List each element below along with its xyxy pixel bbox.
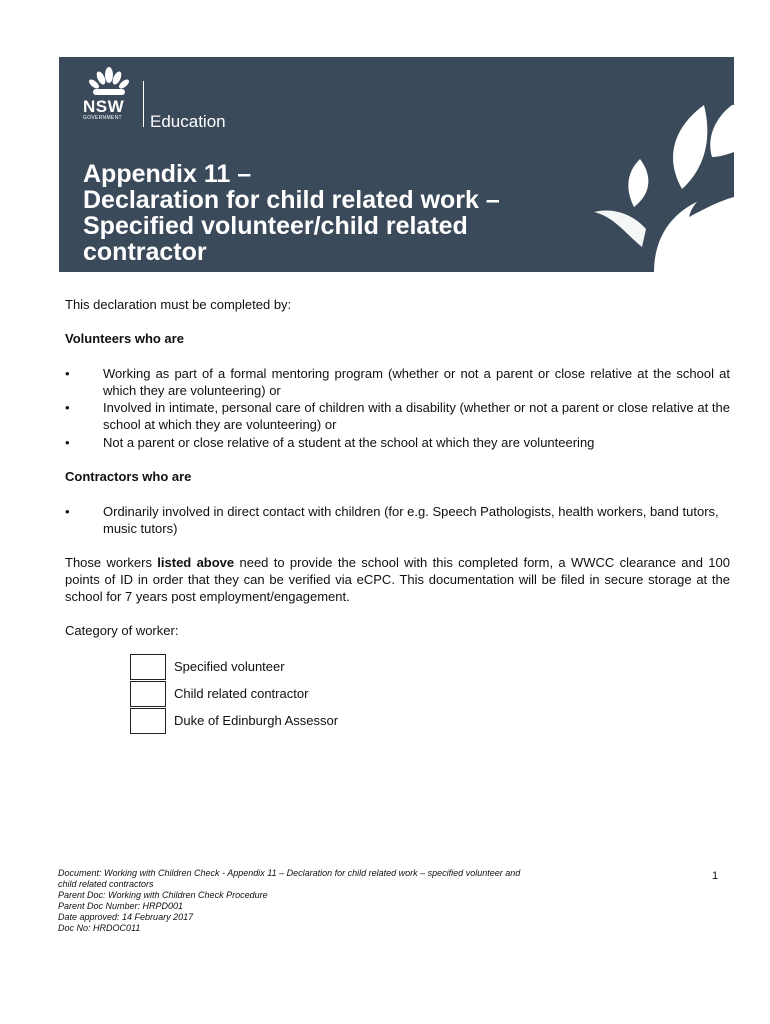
bullet-icon: • [65,504,70,519]
requirement-suffix: need to provide the school with this completed form, a WWCC clearance and 100 points of ID in order that they can be verified via eCPC. This documentation will be filed in secure storage at the school for 7 years post employment/engagement. [65,555,730,604]
logo-nsw-text: NSW [83,97,125,116]
category-label: Category of worker: [65,623,179,638]
intro-text: This declaration must be completed by: [65,297,292,312]
requirement-prefix: Those workers [65,555,158,570]
category-option-duke-of-edinburgh-assessor[interactable] [130,708,390,734]
category-option-label: Specified volunteer [174,659,285,674]
footer-line: Parent Doc Number: HRPD001 [58,901,184,911]
footer-line: Parent Doc: Working with Children Check Procedure [58,890,268,900]
nsw-education-logo [83,67,253,131]
bullet-icon: • [65,400,70,415]
logo-divider [143,81,144,127]
bullet-icon: • [65,366,70,381]
volunteers-heading: Volunteers who are [65,331,184,346]
page-title [83,161,603,265]
page-number: 1 [712,870,719,882]
footer-line: Date approved: 14 February 2017 [58,912,194,922]
footer-line: Doc No: HRDOC011 [58,923,141,933]
header-banner [59,57,734,272]
waratah-graphic-icon [594,97,734,272]
list-item-text: Ordinarily involved in direct contact with children (for e.g. Speech Pathologists, health workers, band tutors, music tutors) [103,504,719,536]
requirement-paragraph [65,554,730,605]
title-line: contractor [83,238,207,266]
category-option-label: Duke of Edinburgh Assessor [174,713,339,728]
logo-education-text: Education [150,112,226,131]
title-line: Appendix 11 – [83,160,252,188]
category-option-label: Child related contractor [174,686,309,701]
category-checkbox[interactable] [130,681,166,707]
list-item-text: Involved in intimate, personal care of children with a disability (whether or not a parent or close relative at the school at which they are volunteering) or [103,400,730,432]
waratah-logo-icon [87,67,131,97]
category-option-specified-volunteer[interactable] [130,654,390,680]
document-footer [58,868,618,934]
title-line: Specified volunteer/child related [83,212,468,240]
list-item-text: Working as part of a formal mentoring program (whether or not a parent or close relative at the school at which they are volunteering) or [103,366,730,398]
footer-line: child related contractors [58,879,154,889]
bullet-icon: • [65,435,70,450]
requirement-emphasis: listed above [157,555,235,570]
category-checkbox[interactable] [130,654,166,680]
list-item-text: Not a parent or close relative of a student at the school at which they are volunteering [103,435,595,450]
category-option-child-related-contractor[interactable] [130,681,390,707]
contractors-heading: Contractors who are [65,469,192,484]
footer-line: Document: Working with Children Check - Appendix 11 – Declaration for child related work – specified volunteer and [58,868,521,878]
category-checkbox[interactable] [130,708,166,734]
title-line: Declaration for child related work – [83,186,500,214]
logo-government-text: GOVERNMENT [83,115,122,121]
